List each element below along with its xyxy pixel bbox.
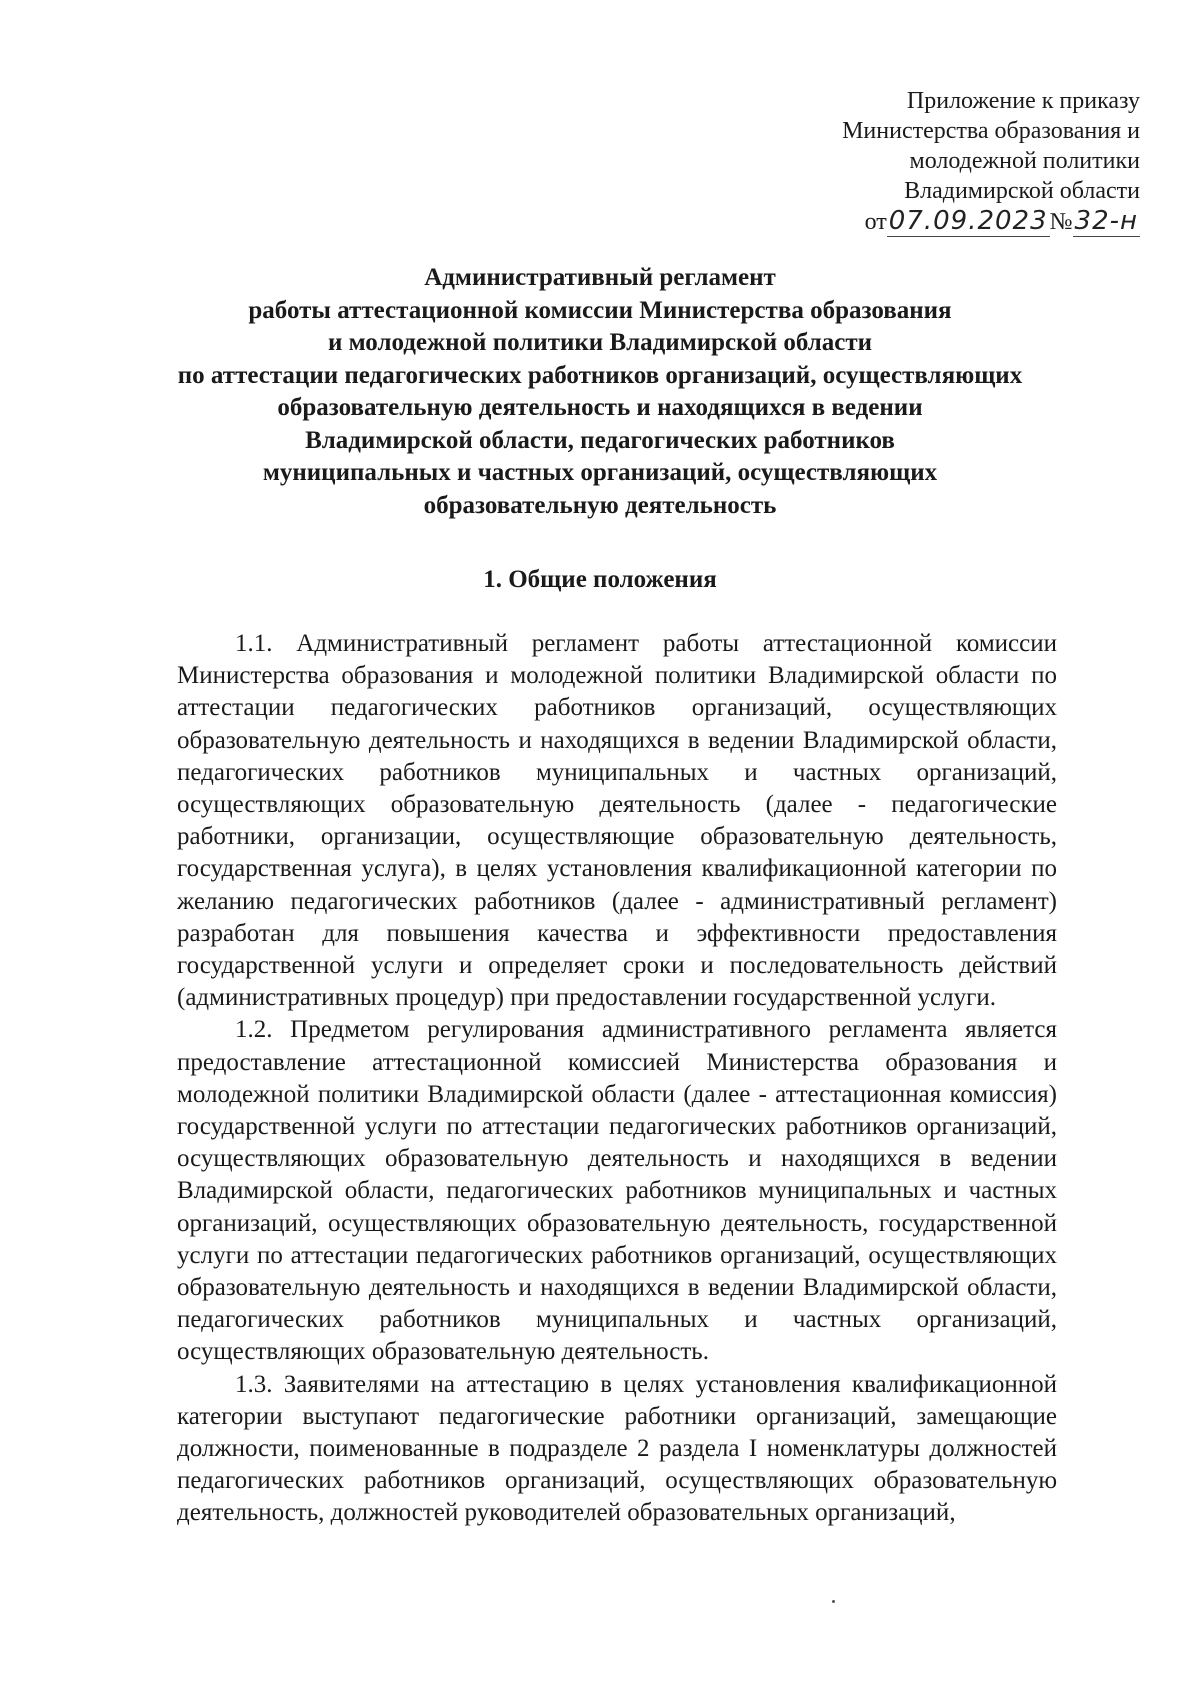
paragraph-1-1: 1.1. Административный регламент работы аттестационной комиссии Министерства образования и молодежной политики Владимирской области по аттестации педагогических работников организаций, осуществляющих образовательную деятельность и находящихся в ведении Владимирской области, педагогических работников муниципальных и частных организаций, осуществляющих образовательную деятельность (далее - педагогические работники, организации, осуществляющие образовательную деятельность, государственная услуга), в целях установления квалификационной категории по желанию педагогических работников (далее - административный регламент) разработан для повышения качества и эффективности предоставления государственной услуги и определяет сроки и последовательность действий (административных процедур) при предоставлении государственной услуги.	[177, 630, 1057, 1012]
scan-speck	[832, 1600, 835, 1603]
handwritten-number: 32-н	[1074, 206, 1138, 236]
appendix-block	[842, 86, 1140, 237]
number-prefix: №	[1049, 209, 1073, 235]
appendix-line: Министерства образования и	[842, 118, 1140, 144]
title-line: Административный регламент	[424, 264, 776, 291]
title-line: муниципальных и частных организаций, осуществляющих	[262, 459, 938, 486]
handwritten-date: 07.09.2023	[888, 206, 1048, 236]
order-date-number-line	[842, 206, 1140, 237]
title-line: работы аттестационной комиссии Министерства образования	[248, 296, 952, 324]
section-heading: 1. Общие положения	[483, 566, 717, 593]
appendix-line: Приложение к приказу	[906, 88, 1140, 114]
appendix-line: Владимирской области	[904, 178, 1140, 204]
title-line: по аттестации педагогических работников организаций, осуществляющих	[177, 361, 1023, 389]
title-line: образовательную деятельность и находящихся в ведении	[277, 394, 923, 421]
paragraph-1-3: 1.3. Заявителями на аттестацию в целях установления квалификационной категории выступают педагогические работники организаций, замещающие должности, поименованные в подразделе 2 раздела I номенклатуры должностей педагогических работников организаций, осуществляющих образовательную деятельность, должностей руководителей образовательных организаций,	[177, 1370, 1057, 1527]
title-line: Владимирской области, педагогических работников	[305, 426, 895, 454]
document-title	[150, 262, 1050, 522]
title-line: и молодежной политики Владимирской области	[327, 329, 873, 356]
title-line: образовательную деятельность	[423, 491, 777, 519]
date-prefix: от	[864, 209, 887, 235]
document-body	[177, 628, 1057, 1530]
appendix-line: молодежной политики	[909, 148, 1140, 174]
paragraph-1-2: 1.2. Предметом регулирования административного регламента является предоставление аттестационной комиссией Министерства образования и молодежной политики Владимирской области (далее - аттестационная комиссия) государственной услуги по аттестации педагогических работников организаций, осуществляющих образовательную деятельность и находящихся в ведении Владимирской области, педагогических работников муниципальных и частных организаций, осуществляющих образовательную деятельность, государственной услуги по аттестации педагогических работников организаций, осуществляющих образовательную деятельность и находящихся в ведении Владимирской области, педагогических работников муниципальных и частных организаций, осуществляющих образовательную деятельность.	[177, 1016, 1057, 1366]
